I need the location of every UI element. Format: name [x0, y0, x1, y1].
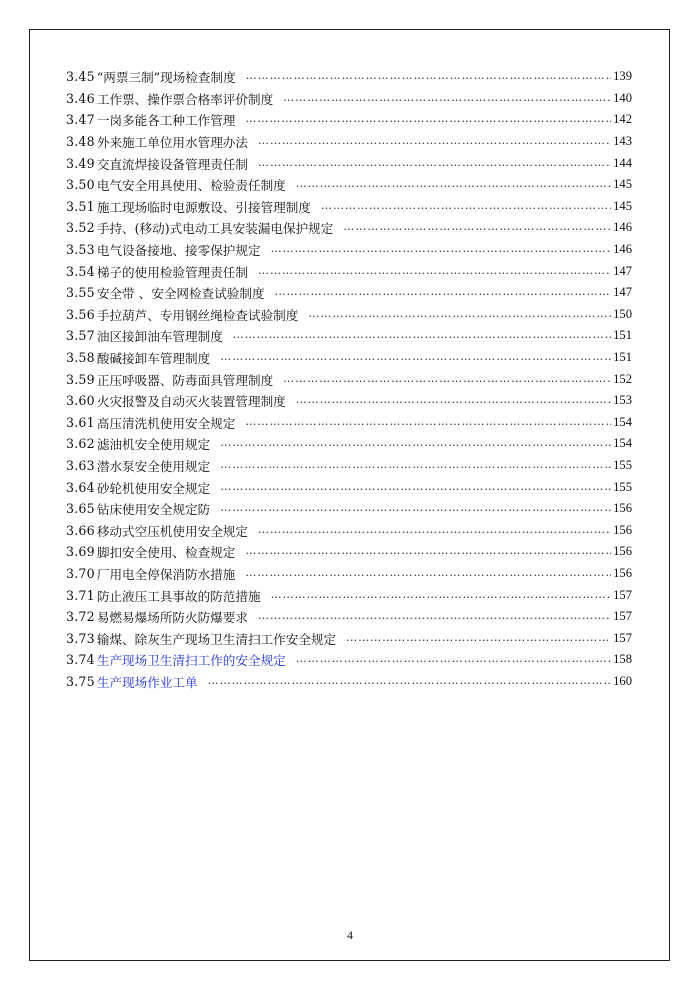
toc-entry-page: 157: [613, 587, 632, 602]
toc-leader-dots: [245, 113, 611, 124]
toc-entry-page: 142: [613, 112, 632, 127]
toc-leader-dots: [321, 200, 611, 211]
toc-entry-page: 150: [613, 306, 632, 321]
toc-entry: [66, 390, 632, 412]
toc-entry-number: 3.59: [66, 371, 95, 387]
toc-entry-page: 157: [613, 609, 632, 624]
toc-entry-page: 155: [613, 479, 632, 494]
toc-entry-title: 交直流焊接设备管理责任制: [96, 156, 248, 172]
toc-entry-title: 脚扣安全使用、检查规定: [96, 545, 236, 561]
toc-leader-dots: [258, 135, 611, 146]
toc-leader-dots: [245, 567, 611, 578]
toc-entry-number: 3.46: [66, 90, 95, 106]
toc-entry: [66, 282, 632, 304]
toc-entry: [66, 368, 632, 390]
toc-entry-page: 145: [613, 177, 632, 192]
toc-entry-number: 3.63: [66, 457, 95, 473]
toc-leader-dots: [220, 502, 611, 513]
toc-entry-title: 安全带 、安全网检查试验制度: [96, 286, 265, 302]
toc-entry: [66, 412, 632, 434]
toc-entry-page: 152: [613, 371, 632, 386]
toc-entry-number: 3.65: [66, 501, 95, 517]
toc-leader-dots: [296, 653, 611, 664]
toc-leader-dots: [346, 632, 611, 643]
toc-entry: [66, 131, 632, 153]
toc-entry-number: 3.73: [66, 630, 95, 646]
toc-entry: [66, 239, 632, 261]
toc-leader-dots: [258, 157, 611, 168]
toc-entry-number: 3.69: [66, 544, 95, 560]
toc-entry-number: 3.64: [66, 479, 95, 495]
toc-entry-title: 手拉葫芦、专用钢丝绳检查试验制度: [96, 307, 299, 323]
toc-entry: [66, 606, 632, 628]
toc-leader-dots: [258, 524, 611, 535]
toc-entry: [66, 109, 632, 131]
toc-leader-dots: [343, 221, 611, 232]
toc-entry: [66, 304, 632, 326]
toc-entry-page: 154: [613, 436, 632, 451]
toc-entry: [66, 519, 632, 541]
toc-entry-page: 156: [613, 522, 632, 537]
page-number: 4: [347, 928, 353, 942]
toc-entry: [66, 476, 632, 498]
toc-entry-title: 易燃易爆场所防火防爆要求: [96, 610, 248, 626]
toc-entry-page: 147: [613, 285, 632, 300]
toc-entry-page: 153: [613, 393, 632, 408]
toc-entry-number: 3.56: [66, 306, 95, 322]
toc-entry-title: 外来施工单位用水管理办法: [96, 135, 248, 151]
toc-entry-page: 151: [613, 350, 632, 365]
toc-entry-title: 火灾报警及自动灭火装置管理制度: [96, 394, 286, 410]
toc-entry: [66, 498, 632, 520]
toc-entry-number: 3.49: [66, 155, 95, 171]
toc-entry: [66, 347, 632, 369]
toc-entry-title: 一岗多能各工种工作管理: [96, 113, 236, 129]
toc-leader-dots: [233, 329, 611, 340]
toc-leader-dots: [220, 481, 611, 492]
toc-entry-title: 电气安全用具使用、检验责任制度: [96, 178, 286, 194]
toc-leader-dots: [208, 675, 612, 686]
toc-entry-number: 3.72: [66, 609, 95, 625]
toc-entry-number: 3.71: [66, 587, 95, 603]
toc-entry-page: 146: [613, 220, 632, 235]
toc-entry-page: 147: [613, 263, 632, 278]
toc-entry-title: 滤油机安全使用规定: [96, 437, 211, 453]
toc-leader-dots: [245, 416, 611, 427]
toc-entry-number: 3.57: [66, 328, 95, 344]
toc-leader-dots: [258, 610, 611, 621]
table-of-contents: [66, 66, 632, 692]
toc-leader-dots: [275, 286, 612, 297]
toc-entry-title: 酸碱接卸车管理制度: [96, 351, 211, 367]
toc-entry-number: 3.45: [66, 69, 95, 85]
toc-leader-dots: [271, 589, 612, 600]
toc-entry-number: 3.47: [66, 112, 95, 128]
toc-entry-title: 正压呼吸器、防毒面具管理制度: [96, 372, 274, 388]
toc-entry: [66, 66, 632, 88]
toc-entry-page: 145: [613, 198, 632, 213]
toc-entry: [66, 88, 632, 110]
toc-entry-title: “两票三制”现场检查制度: [96, 70, 236, 86]
toc-entry-title: 手持、(移动)式电动工具安装漏电保护规定: [96, 221, 334, 237]
toc-entry-page: 151: [613, 328, 632, 343]
toc-entry-title: 梯子的使用检验管理责任制: [96, 264, 248, 280]
toc-entry-number: 3.55: [66, 285, 95, 301]
toc-leader-dots: [246, 70, 611, 81]
toc-entry-page: 158: [613, 652, 632, 667]
toc-entry-number: 3.61: [66, 414, 95, 430]
toc-entry-page: 154: [613, 414, 632, 429]
toc-leader-dots: [220, 437, 611, 448]
toc-entry-title: 防止液压工具事故的防范措施: [96, 588, 261, 604]
toc-entry: [66, 433, 632, 455]
toc-entry-title: 输煤、除灰生产现场卫生清扫工作安全规定: [96, 631, 337, 647]
toc-entry-number: 3.51: [66, 198, 95, 214]
toc-entry-page: 143: [613, 134, 632, 149]
toc-entry-page: 155: [613, 457, 632, 472]
toc-entry-number: 3.60: [66, 393, 95, 409]
toc-leader-dots: [296, 178, 611, 189]
toc-leader-dots: [283, 373, 611, 384]
toc-entry-page: 156: [613, 565, 632, 580]
toc-entry: [66, 325, 632, 347]
toc-leader-dots: [271, 243, 612, 254]
toc-entry-title: 砂轮机使用安全规定: [96, 480, 211, 496]
toc-leader-dots: [283, 92, 611, 103]
toc-entry-page: 146: [613, 242, 632, 257]
toc-entry-number: 3.74: [66, 652, 95, 668]
toc-entry: [66, 563, 632, 585]
toc-entry-page: 160: [613, 673, 632, 688]
toc-entry-number: 3.53: [66, 242, 95, 258]
toc-leader-dots: [296, 394, 611, 405]
toc-entry-title: 潜水泵安全使用规定: [96, 458, 211, 474]
toc-entry: [66, 541, 632, 563]
toc-entry-number: 3.50: [66, 177, 95, 193]
toc-entry-title: 油区接卸油车管理制度: [96, 329, 223, 345]
toc-entry: [66, 584, 632, 606]
toc-entry: [66, 174, 632, 196]
toc-entry: [66, 627, 632, 649]
toc-entry-title: 工作票、操作票合格率评价制度: [96, 91, 274, 107]
toc-entry-number: 3.54: [66, 263, 95, 279]
toc-entry-link[interactable]: 生产现场卫生清扫工作的安全规定: [96, 653, 286, 669]
toc-entry-link[interactable]: 生产现场作业工单: [96, 674, 198, 690]
toc-entry-title: 厂用电全停保消防水措施: [96, 566, 236, 582]
toc-entry-page: 156: [613, 544, 632, 559]
toc-entry-title: 移动式空压机使用安全规定: [96, 523, 248, 539]
toc-entry: [66, 260, 632, 282]
toc-entry[interactable]: [66, 649, 632, 671]
toc-entry: [66, 217, 632, 239]
toc-entry-number: 3.58: [66, 350, 95, 366]
toc-entry-page: 157: [613, 630, 632, 645]
toc-entry: [66, 455, 632, 477]
toc-entry-page: 144: [613, 155, 632, 170]
toc-entry-number: 3.52: [66, 220, 95, 236]
toc-leader-dots: [258, 265, 611, 276]
toc-entry-page: 139: [613, 69, 632, 84]
toc-leader-dots: [220, 351, 611, 362]
toc-entry-number: 3.70: [66, 565, 95, 581]
toc-leader-dots: [220, 459, 611, 470]
toc-entry: [66, 196, 632, 218]
toc-entry-title: 高压清洗机使用安全规定: [96, 415, 236, 431]
toc-entry: [66, 152, 632, 174]
toc-entry-title: 施工现场临时电源敷设、引接管理制度: [96, 199, 311, 215]
toc-entry-title: 电气设备接地、接零保护规定: [96, 243, 261, 259]
toc-entry-page: 156: [613, 501, 632, 516]
toc-entry-page: 140: [613, 90, 632, 105]
toc-entry-number: 3.75: [66, 673, 95, 689]
toc-leader-dots: [245, 545, 611, 556]
toc-entry-title: 钻床使用安全规定防: [96, 502, 211, 518]
toc-entry-number: 3.48: [66, 134, 95, 150]
toc-entry[interactable]: [66, 671, 632, 693]
toc-leader-dots: [308, 308, 611, 319]
toc-entry-number: 3.62: [66, 436, 95, 452]
toc-entry-number: 3.66: [66, 522, 95, 538]
